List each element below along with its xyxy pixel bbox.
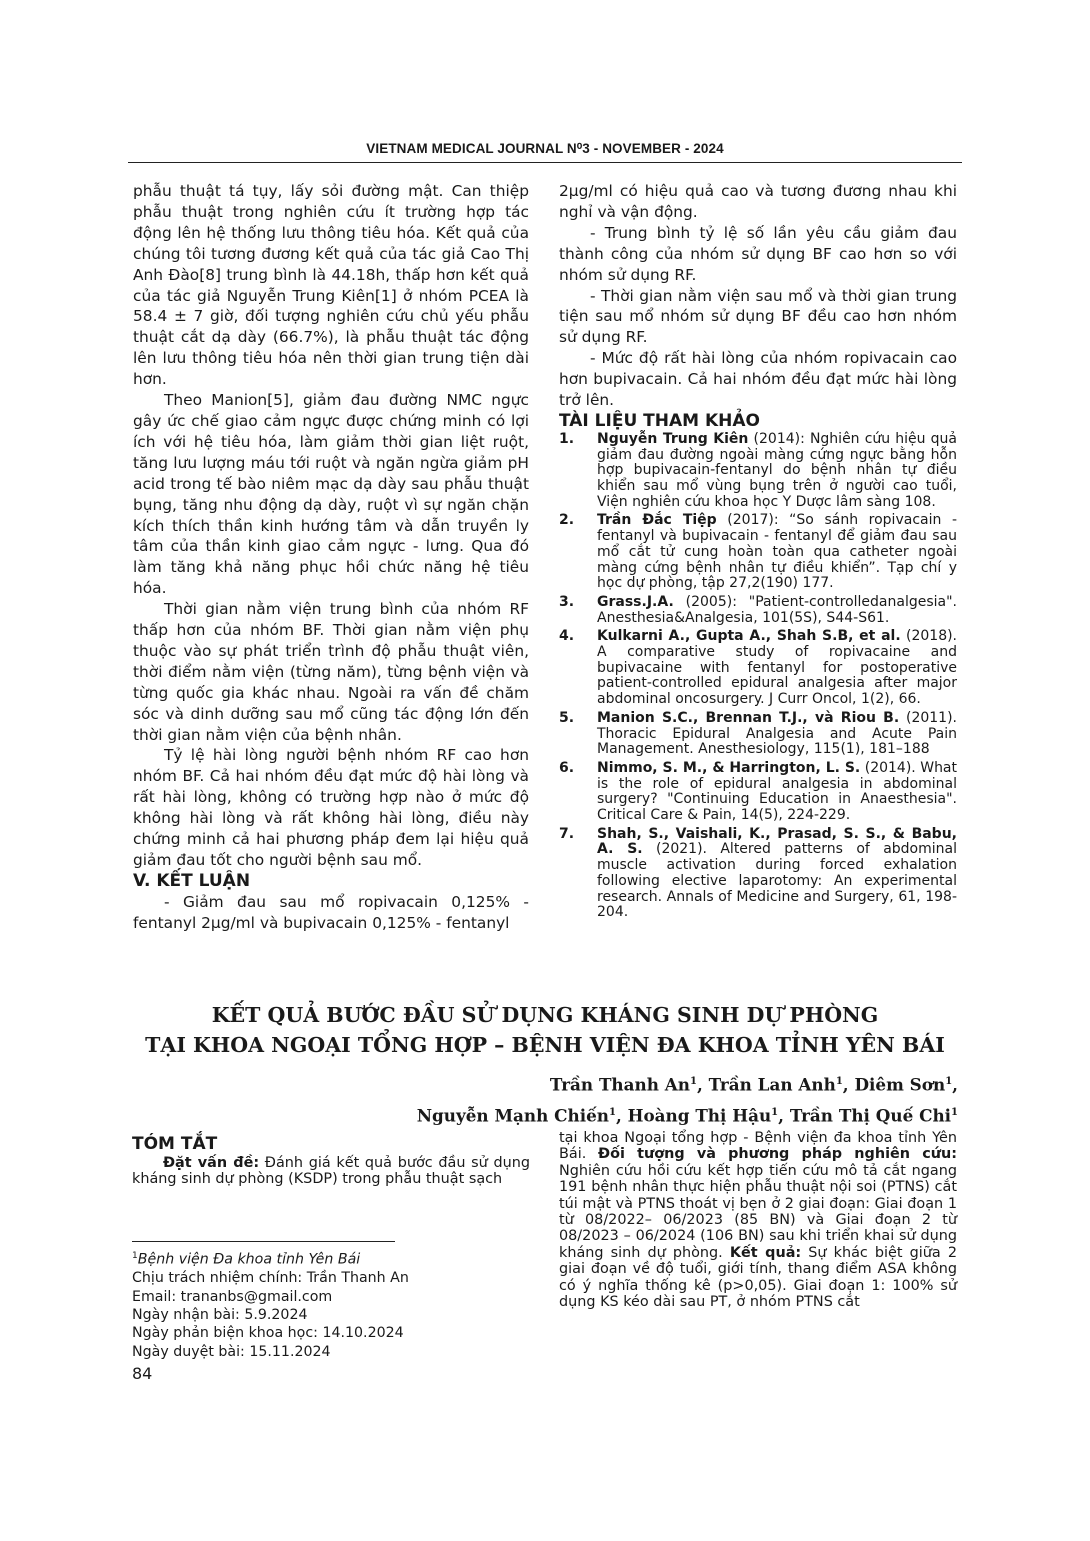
left-paragraph-3: Thời gian nằm viện trung bình của nhóm RF thấp hơn của nhóm BF. Thời gian nằm viện phụ thuộc vào sự phát triển trình độ phẫu thuật viên, thời điểm nằm viện (từng năm), từng bệnh viện và từng quốc gia khác nhau. Ngoài ra vấn đề chăm sóc và dinh dưỡng sau mổ cũng tác động lớn đến thời gian nằm viện của bệnh nhân. <box>133 600 529 744</box>
reference-item <box>559 595 957 626</box>
right-paragraph-1: 2µg/ml có hiệu quả cao và tương đương nhau khi nghỉ và vận động. <box>559 182 957 221</box>
reference-author: Trần Đắc Tiệp <box>597 512 717 529</box>
reference-number: 7. <box>559 825 575 842</box>
footnote <box>132 1247 409 1361</box>
abstract-right-column <box>559 1130 957 1310</box>
reference-item <box>559 432 957 511</box>
author-name: Diêm Sơn <box>854 1074 946 1095</box>
author-line-2 <box>417 1099 958 1130</box>
header-rule <box>128 162 962 163</box>
author-name: Trần Lan Anh <box>708 1074 836 1095</box>
author-name: Trần Thanh An <box>549 1074 690 1095</box>
journal-header: VIETNAM MEDICAL JOURNAL N⁰3 - NOVEMBER - 2024 <box>366 141 724 156</box>
author-separator: , <box>615 1105 628 1126</box>
reference-text: (2014). What is the role of epidural analgesia in abdominal surgery? "Continuing Education in Anaesthesia". Critical Care & Pain, 14(5), 224-229. <box>597 759 958 824</box>
author-name: Hoàng Thị Hậu <box>627 1105 772 1126</box>
abstract-text-dat-van-de: Đánh giá kết quả bước đầu sử dụng kháng sinh dự phòng (KSDP) trong phẫu thuật sạch <box>132 1154 530 1188</box>
reference-number: 3. <box>559 593 575 610</box>
section-heading-conclusion: V. KẾT LUẬN <box>133 870 251 891</box>
page-number: 84 <box>132 1364 153 1383</box>
reference-author: Nguyễn Trung Kiên <box>597 430 749 447</box>
article-title-line-1: KẾT QUẢ BƯỚC ĐẦU SỬ DỤNG KHÁNG SINH DỰ PHÒNG <box>211 1003 879 1027</box>
reference-author: Kulkarni A., Gupta A., Shah S.B, et al. <box>597 628 901 645</box>
reference-author: Shah, S., Vaishali, K., Prasad, S. S., & Babu, A. S. <box>597 825 957 858</box>
left-paragraph-5: - Giảm đau sau mổ ropivacain 0,125% - fentanyl 2µg/ml và bupivacain 0,125% - fentanyl <box>133 892 529 932</box>
reference-number: 4. <box>559 628 575 645</box>
abstract-paragraph-2 <box>559 1130 957 1310</box>
reference-number: 1. <box>559 430 575 447</box>
footnote-rule <box>132 1241 395 1242</box>
author-separator: , <box>696 1074 709 1095</box>
author-list <box>417 1068 958 1129</box>
references-heading: TÀI LIỆU THAM KHẢO <box>559 410 760 431</box>
reference-text: (2011). Thoracic Epidural Analgesia and Acute Pain Management. Anesthesiology, 115(1), 181–188 <box>597 709 957 758</box>
right-column <box>559 181 957 924</box>
footnote-affiliation <box>132 1247 409 1269</box>
abstract-left-column <box>132 1134 530 1188</box>
right-paragraph-4: - Mức độ rất hài lòng của nhóm ropivacain cao hơn bupivacain. Cả hai nhóm đều đạt mức hài lòng trở lên. <box>559 349 957 410</box>
reference-item <box>559 513 957 592</box>
left-column <box>133 181 529 934</box>
abstract-text-cont: tại khoa Ngoại tổng hợp - Bệnh viện đa khoa tỉnh Yên Bái. <box>559 1130 957 1163</box>
reference-number: 2. <box>559 512 575 529</box>
reference-number: 6. <box>559 759 575 776</box>
article-title-line-2: TẠI KHOA NGOẠI TỔNG HỢP – BỆNH VIỆN ĐA KHOA TỈNH YÊN BÁI <box>145 1033 945 1057</box>
author-separator: , <box>952 1074 958 1095</box>
reference-text: (2005): "Patient-controlledanalgesia". Anesthesia&Analgesia, 101(5S), S44-S61. <box>597 593 957 626</box>
abstract-text-ket-qua: Sự khác biệt giữa 2 giai đoạn về độ tuổi, giới tính, thang điểm ASA không có ý nghĩa thống kê (p>0,05). Giai đoạn 1: 100% sử dụng KS kéo dài sau PT, ở nhóm PTNS cắt <box>559 1244 957 1311</box>
left-paragraph-1: phẫu thuật tá tụy, lấy sỏi đường mật. Can thiệp phẫu thuật trong nghiên cứu ít trường hợp tác động lên hệ thống lưu thông tiêu hóa. Kết quả của chúng tôi tương đương kết quả của tác giả Cao Thị Anh Đào[8] trung bình là 44.18h, thấp hơn kết quả của tác giả Nguyễn Trung Kiên[1] ở nhóm PCEA là 58.4 ± 7 giờ, đối tượng nghiên cứu chủ yếu phẫu thuật cắt dạ dày (66.7%), là phẫu thuật tác động lên lưu thông tiêu hóa nên thời gian trung tiện dài hơn. <box>133 182 529 389</box>
article-title <box>118 1000 972 1060</box>
reference-item <box>559 827 957 921</box>
reference-item <box>559 761 957 824</box>
abstract-label-ket-qua: Kết quả: <box>729 1244 802 1261</box>
reference-item <box>559 711 957 758</box>
affiliation-mark: 1 <box>132 1251 138 1261</box>
reference-text: (2018). A comparative study of ropivacaine and bupivacaine with fentanyl for postoperative patient-controlled epidural analgesia after major abdominal oncosurgery. J Curr Oncol, 1(2), 66. <box>597 628 958 708</box>
footnote-received: Ngày nhận bài: 5.9.2024 <box>132 1306 308 1323</box>
reference-number: 5. <box>559 709 575 726</box>
author-name: Trần Thị Quế Chi <box>789 1105 952 1126</box>
abstract-label-doi-tuong: Đối tượng và phương pháp nghiên cứu: <box>598 1146 957 1163</box>
reference-text: (2014): Nghiên cứu hiệu quả giảm đau đường ngoài màng cứng ngực bằng hỗn hợp bupivacain-fentanyl do bệnh nhân tự điều khiển sau mổ vùng bụng trên ở người cao tuổi, Viện nghiên cứu khoa học Y Dược lâm sàng 108. <box>597 430 957 510</box>
right-paragraph-3: - Thời gian nằm viện sau mổ và thời gian trung tiện sau mổ nhóm sử dụng BF đều cao hơn nhóm sử dụng RF. <box>559 286 957 347</box>
reference-text: (2021). Altered patterns of abdominal muscle activation during forced exhalation following elective laparotomy: An experimental research. Annals of Medicine and Surgery, 61, 198-204. <box>597 841 957 921</box>
affiliation-mark: 1 <box>608 1106 616 1118</box>
footnote-reviewed: Ngày phản biện khoa học: 14.10.2024 <box>132 1325 404 1342</box>
affiliation-name: Bệnh viện Đa khoa tỉnh Yên Bái <box>137 1251 361 1268</box>
reference-author: Grass.J.A. <box>597 593 674 610</box>
author-name: Nguyễn Mạnh Chiến <box>416 1105 609 1126</box>
reference-text: (2017): “So sánh ropivacain - fentanyl và bupivacain - fentanyl để giảm đau sau mổ cắt tử cung hoàn toàn qua catheter ngoài màng cứng bệnh nhân tự điều khiển”. Tạp chí y học dự phòng, tập 27,2(190) 177. <box>597 512 957 592</box>
reference-list <box>559 432 957 921</box>
author-separator: , <box>778 1105 790 1126</box>
affiliation-mark: 1 <box>835 1076 843 1087</box>
footnote-email: Email: trananbs@gmail.com <box>132 1288 333 1305</box>
abstract-label-dat-van-de: Đặt vấn đề: <box>163 1154 260 1171</box>
affiliation-mark: 1 <box>771 1106 779 1118</box>
left-paragraph-4: Tỷ lệ hài lòng người bệnh nhóm RF cao hơn nhóm BF. Cả hai nhóm đều đạt mức độ hài lòng và rất hài lòng, không có trường hợp nào ở mức độ không hài lòng và rất không hài lòng, điều này chứng minh cả hai phương pháp đem lại hiệu quả giảm đau tốt cho người bệnh sau mổ. <box>133 746 529 869</box>
author-separator: , <box>842 1074 855 1095</box>
left-paragraph-2: Theo Manion[5], giảm đau đường NMC ngực gây ức chế giao cảm ngực được chứng minh có lợi ích với hệ tiêu hóa, làm giảm thời gian liệt ruột, tăng lưu lượng máu tới ruột và ngăn ngừa giảm pH acid trong tế bào niêm mạc dạ dày sau phẫu thuật bụng, tăng nhu động dạ dày, ruột vì sự ngăn chặn kích thích thần kinh hướng tâm và dẫn truyền ly tâm của thần kinh giao cảm ngực - lưng. Qua đó làm tăng khả năng phục hồi chức năng hệ tiêu hóa. <box>133 391 529 598</box>
footnote-approved: Ngày duyệt bài: 15.11.2024 <box>132 1343 331 1360</box>
reference-item <box>559 629 957 708</box>
abstract-heading: TÓM TẮT <box>132 1134 218 1154</box>
right-paragraph-2: - Trung bình tỷ lệ số lần yêu cầu giảm đau thành công của nhóm sử dụng BF cao hơn so với nhóm sử dụng RF. <box>559 223 957 284</box>
affiliation-mark: 1 <box>951 1106 958 1118</box>
author-line-1 <box>417 1068 958 1099</box>
reference-author: Nimmo, S. M., & Harrington, L. S. <box>597 759 861 776</box>
affiliation-mark: 1 <box>689 1076 697 1087</box>
reference-author: Manion S.C., Brennan T.J., và Riou B. <box>597 709 900 726</box>
footnote-responsible: Chịu trách nhiệm chính: Trần Thanh An <box>132 1270 409 1287</box>
abstract-text-doi-tuong: Nghiên cứu hồi cứu kết hợp tiến cứu mô tả cắt ngang 191 bệnh nhân thực hiện phẫu thuật nội soi (PTNS) cắt túi mật và PTNS thoát vị bẹn ở 2 giai đoạn: Giai đoạn 1 từ 08/2022– 06/2023 (85 BN) và Giai đoạn 2 từ 08/2023 – 06/2024 (106 BN) sau khi triển khai sử dụng kháng sinh dự phòng. <box>559 1162 957 1261</box>
abstract-paragraph-1 <box>132 1155 530 1188</box>
affiliation-mark: 1 <box>945 1076 953 1087</box>
